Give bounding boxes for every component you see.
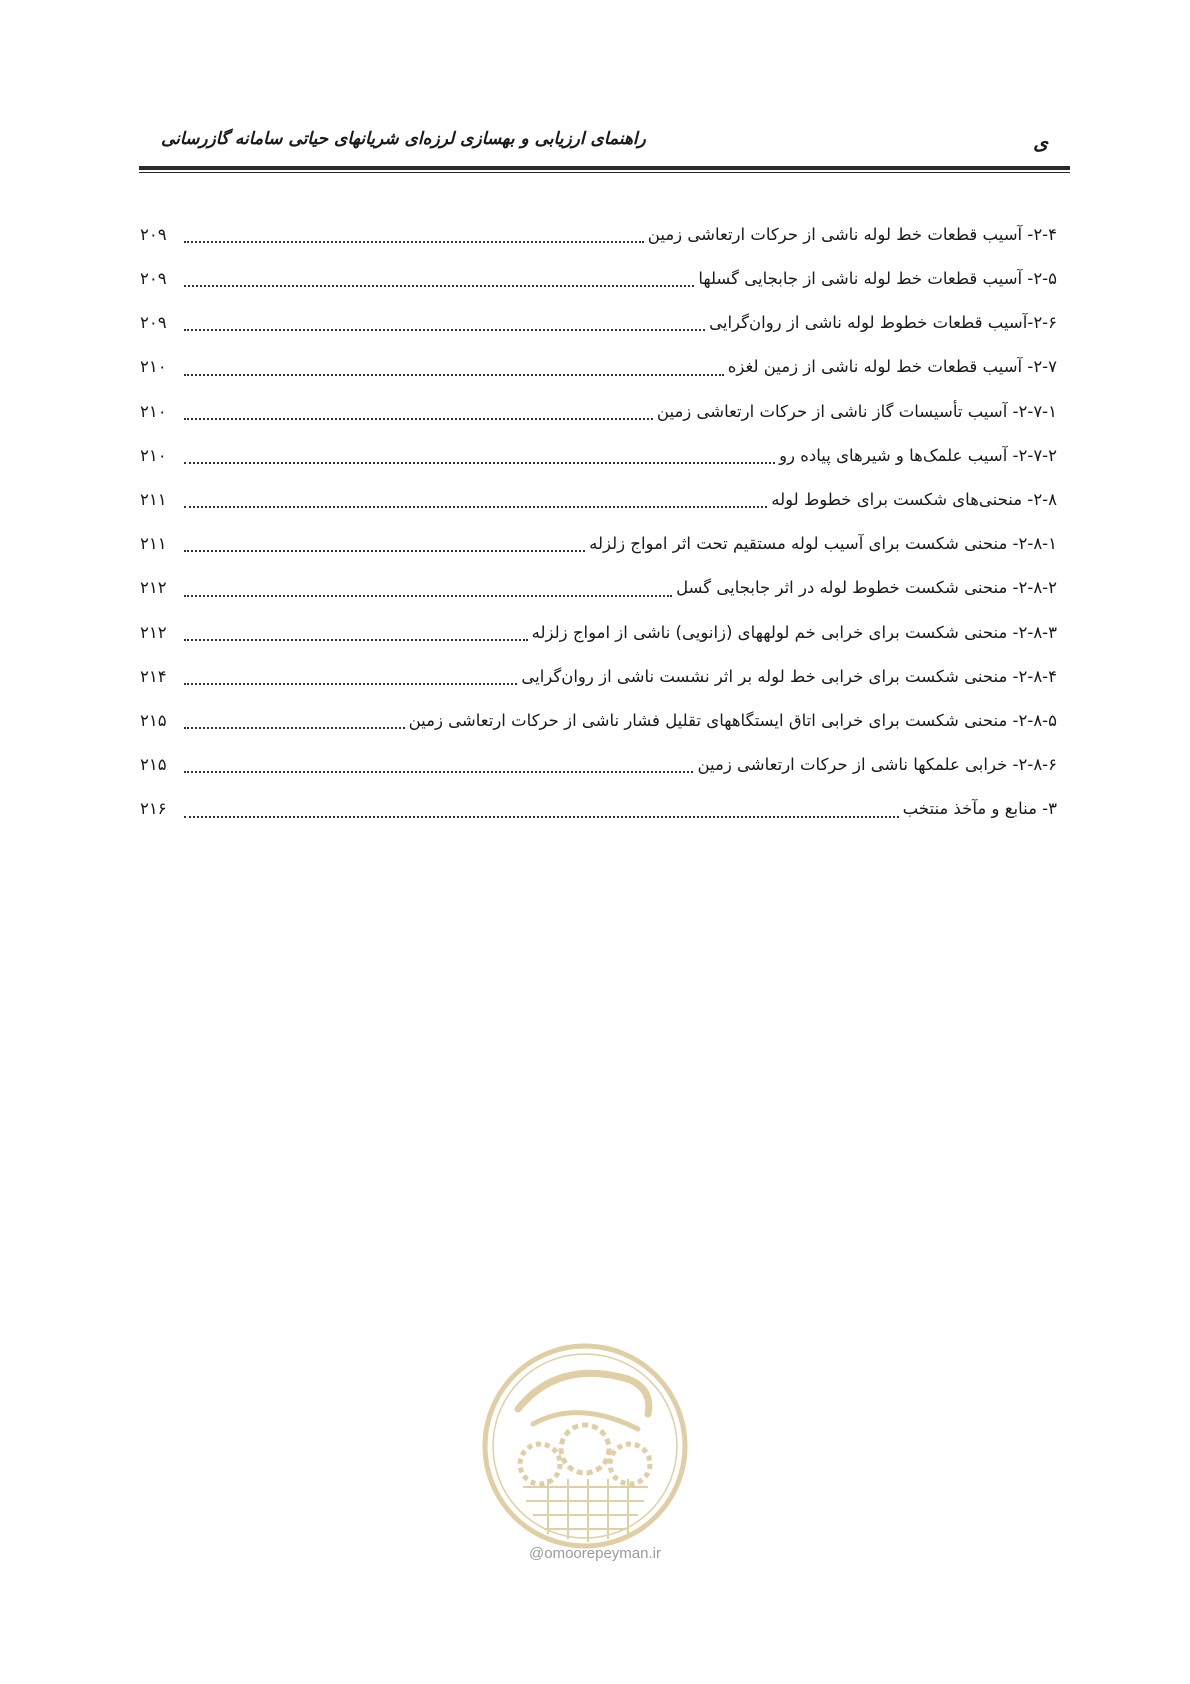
toc-entry-page: ۲۱۴ (140, 666, 167, 686)
toc-leader-dots (184, 771, 693, 773)
toc-entry-page: ۲۰۹ (140, 224, 167, 244)
toc-entry-title: ۲-۴- آسیب قطعات خط لوله ناشی از حرکات ارتعاشی زمین (647, 224, 1057, 244)
toc-entry[interactable] (140, 699, 1057, 743)
header-rule-thin (139, 172, 1070, 173)
toc-entry[interactable] (140, 301, 1057, 345)
toc-leader-dots (184, 462, 775, 464)
toc-entry-title: ۲-۸-۵- منحنی شکست برای خرابی اتاق ایستگاههای تقلیل فشار ناشی از حرکات ارتعاشی زمین (408, 710, 1057, 730)
page-number: ی (1033, 132, 1048, 154)
toc-entry-page: ۲۱۰ (140, 401, 167, 421)
toc-entry-title: ۲-۵- آسیب قطعات خط لوله ناشی از جابجایی گسلها (698, 269, 1057, 289)
toc-entry-title: ۲-۸-۴- منحنی شکست برای خرابی خط لوله بر اثر نشست ناشی از روان‌گرایی (521, 666, 1057, 686)
toc-leader-dots (184, 374, 724, 376)
toc-entry[interactable] (140, 611, 1057, 655)
toc-entry-page: ۲۱۱ (140, 534, 167, 554)
toc-entry-page: ۲۱۶ (140, 799, 167, 819)
toc-leader-dots (184, 595, 672, 597)
book-title: راهنمای ارزیابی و بهسازی لرزه‌ای شریانهای حیاتی سامانه گازرسانی (161, 129, 646, 149)
toc-leader-dots (184, 683, 517, 685)
toc-entry[interactable] (140, 743, 1057, 787)
toc-entry[interactable] (140, 257, 1057, 301)
toc-leader-dots (184, 727, 405, 729)
toc-entry-title: ۲-۸-۲- منحنی شکست خطوط لوله در اثر جابجایی گسل (676, 578, 1057, 598)
toc-entry[interactable] (140, 478, 1057, 522)
toc-leader-dots (184, 241, 644, 243)
toc-entry-title: ۲-۸-۶- خرابی علمکها ناشی از حرکات ارتعاشی زمین (697, 755, 1057, 775)
toc-entry-title: ۳- منابع و مآخذ منتخب (902, 799, 1057, 819)
toc-entry-title: ۲-۸-۱- منحنی شکست برای آسیب لوله مستقیم تحت اثر امواج زلزله (589, 534, 1057, 554)
toc-entry-page: ۲۱۵ (140, 755, 167, 775)
toc-entry-title: ۲-۸- منحنی‌های شکست برای خطوط لوله (771, 489, 1057, 509)
toc-entry-page: ۲۱۰ (140, 357, 167, 377)
toc-entry-title: ۲-۷- آسیب قطعات خط لوله ناشی از زمین لغزه (727, 357, 1057, 377)
toc-entry[interactable] (140, 434, 1057, 478)
toc-entry-page: ۲۱۵ (140, 710, 167, 730)
watermark-caption: @omoorepeyman.ir (529, 1545, 661, 1562)
toc-entry[interactable] (140, 522, 1057, 566)
toc-entry-page: ۲۱۱ (140, 489, 167, 509)
toc-leader-dots (184, 285, 694, 287)
header-rule-thick (139, 166, 1070, 170)
toc-entry[interactable] (140, 787, 1057, 831)
toc-entry-page: ۲۱۰ (140, 445, 167, 465)
toc-leader-dots (184, 418, 653, 420)
watermark-logo (478, 1339, 692, 1553)
toc-entry[interactable] (140, 213, 1057, 257)
toc-entry[interactable] (140, 655, 1057, 699)
toc-entry[interactable] (140, 346, 1057, 390)
toc-leader-dots (184, 550, 585, 552)
toc-leader-dots (184, 639, 528, 641)
toc-entry[interactable] (140, 567, 1057, 611)
toc-entry-title: ۲-۶-آسیب قطعات خطوط لوله ناشی از روان‌گرایی (709, 313, 1057, 333)
toc-entry-title: ۲-۷-۱- آسیب تأسیسات گاز ناشی از حرکات ارتعاشی زمین (656, 401, 1057, 421)
table-of-contents (140, 213, 1057, 832)
page-header (139, 118, 1070, 154)
toc-leader-dots (184, 816, 899, 818)
toc-entry-title: ۲-۷-۲- آسیب علمک‌ها و شیرهای پیاده رو (779, 445, 1057, 465)
toc-leader-dots (184, 329, 705, 331)
toc-entry-page: ۲۰۹ (140, 313, 167, 333)
toc-entry-page: ۲۱۲ (140, 578, 167, 598)
toc-entry-page: ۲۱۲ (140, 622, 167, 642)
toc-entry-title: ۲-۸-۳- منحنی شکست برای خرابی خم لولههای (زانویی) ناشی از امواج زلزله (531, 622, 1057, 642)
toc-leader-dots (184, 506, 767, 508)
toc-entry[interactable] (140, 390, 1057, 434)
toc-entry-page: ۲۰۹ (140, 269, 167, 289)
